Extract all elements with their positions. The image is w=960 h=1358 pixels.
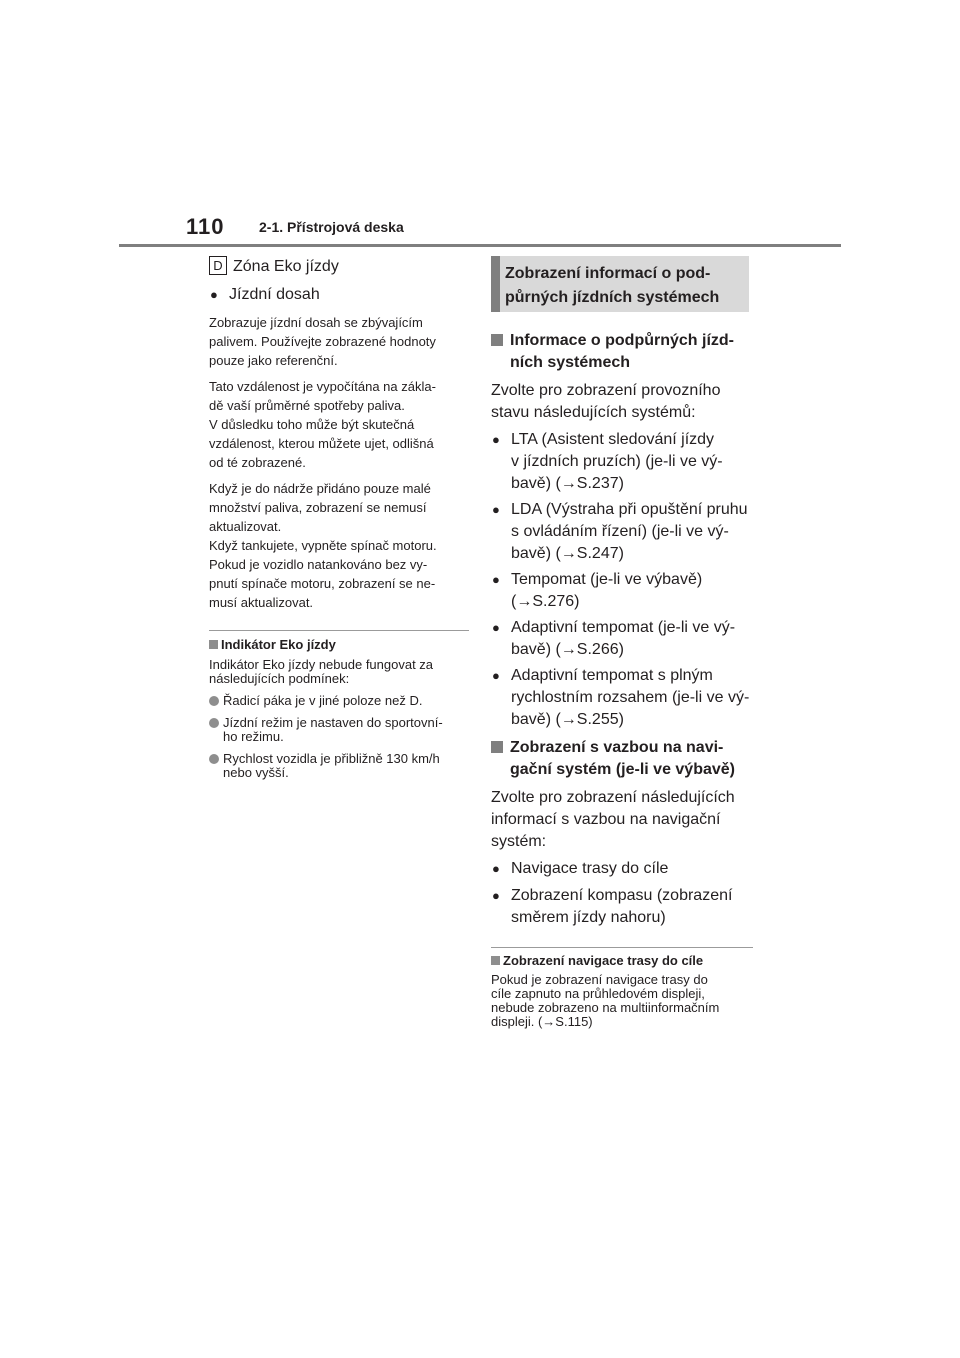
page-number: 110 [186,214,225,239]
text-line: Zobrazení kompasu (zobrazení [511,887,733,904]
square-bullet-icon [491,334,503,346]
bullet-dot-icon: ● [210,287,218,302]
bullet-dot-icon: ● [492,888,500,903]
text-line: nebude zobrazeno na multiinformačním [491,1000,720,1015]
range-bullet [209,284,469,306]
text-line: (→S.276) [511,593,580,610]
route-guidance-note-title [491,953,753,968]
driving-systems-heading [491,330,753,374]
sub1-intro [491,380,753,424]
text-line: pnutí spínače motoru, zobrazení se ne- [209,576,436,591]
header-rule [119,244,841,247]
heading-line: gační systém (je-li ve výbavě) [510,761,735,778]
right-column [491,256,753,1029]
label-d: D [209,256,227,275]
text-line: Zvolte pro zobrazení provozního [491,382,721,399]
panel-title-line: Zobrazení informací o pod- [505,265,711,282]
text-line: Když je do nádrže přidáno pouze malé [209,481,431,496]
heading-line: ních systémech [510,354,631,371]
text-line: Tato vzdálenost je vypočítána na zákla- [209,379,436,394]
text-line: aktualizovat. [209,519,282,534]
eco-indicator-note-title [209,637,469,652]
note-intro [209,658,469,686]
note-title-text: Indikátor Eko jízdy [221,637,336,652]
sub2-intro [491,787,753,853]
system-item-acc [491,617,753,661]
text-line: ho režimu. [223,729,284,744]
text-line: Pokud je vozidlo natankováno bez vy- [209,557,428,572]
text-line: Indikátor Eko jízdy nebude fungovat za [209,657,434,672]
bullet-dot-icon: ● [492,861,500,876]
note-item [209,716,469,744]
note-title-text: Zobrazení navigace trasy do cíle [503,953,704,968]
text-line: Pokud je zobrazení navigace trasy do [491,972,708,987]
square-bullet-icon [209,640,218,649]
text-line: Rychlost vozidla je přibližně 130 km/h [223,751,440,766]
text-line: systém: [491,833,547,850]
para-2 [209,377,469,472]
square-bullet-icon [491,741,503,753]
text-line: nebo vyšší. [223,765,289,780]
heading-line: Informace o podpůrných jízd- [510,332,735,349]
text-line: vzdálenost, kterou můžete ujet, odlišná [209,436,434,451]
text-line: množství paliva, zobrazení se nemusí [209,500,427,515]
text-line: informací s vazbou na navigační [491,811,721,828]
note-divider [209,630,469,631]
text-line: rychlostním rozsahem (je-li ve vý- [511,689,750,706]
text-line: bavě) (→S.255) [511,711,624,728]
text-line: Jízdní režim je nastaven do sportovní- [223,715,443,730]
section-title: 2-1. Přístrojová deska [259,219,404,235]
text-line: Zobrazuje jízdní dosah se zbývajícím [209,315,423,330]
text-line: pouze jako referenční. [209,353,338,368]
system-item-cruise [491,569,753,613]
panel-title-line: půrných jízdních systémech [505,289,720,306]
system-item-acc-full [491,665,753,731]
range-title: Jízdní dosah [229,286,320,303]
text-line: Řadicí páka je v jiné poloze než D. [223,693,423,708]
text-line: Zvolte pro zobrazení následujících [491,789,735,806]
heading-line: Zobrazení s vazbou na navi- [510,739,724,756]
gray-dot-icon [209,754,219,764]
nav-item-route [491,858,753,880]
note-divider [491,947,753,948]
text-line: Navigace trasy do cíle [511,860,669,877]
navigation-heading [491,737,753,781]
gray-dot-icon [209,718,219,728]
section-panel [491,256,749,312]
text-line: bavě) (→S.237) [511,475,624,492]
para-1 [209,313,469,370]
text-line: Adaptivní tempomat (je-li ve vý- [511,619,736,636]
text-line: od té zobrazené. [209,455,306,470]
bullet-dot-icon: ● [492,668,500,683]
gray-dot-icon [209,696,219,706]
text-line: cíle zapnuto na průhledovém displeji, [491,986,705,1001]
text-line: Když tankujete, vypněte spínač motoru. [209,538,437,553]
text-line: dě vaší průměrné spotřeby paliva. [209,398,405,413]
text-line: palivem. Používejte zobrazené hodnoty [209,334,436,349]
note-item [209,694,469,708]
system-item-lta [491,429,753,495]
text-line: bavě) (→S.266) [511,641,624,658]
bullet-dot-icon: ● [492,502,500,517]
note-item [209,752,469,780]
bullet-dot-icon: ● [492,620,500,635]
text-line: musí aktualizovat. [209,595,314,610]
text-line: s ovládáním řízení) (je-li ve vý- [511,523,729,540]
bullet-dot-icon: ● [492,572,500,587]
left-column [209,256,469,780]
route-guidance-note [491,973,753,1029]
para-3 [209,479,469,612]
bullet-dot-icon: ● [492,432,500,447]
text-line: bavě) (→S.247) [511,545,624,562]
text-line: následujících podmínek: [209,671,350,686]
text-line: displeji. (→S.115) [491,1014,593,1029]
text-line: směrem jízdy nahoru) [511,909,666,926]
text-line: LTA (Asistent sledování jízdy [511,431,715,448]
text-line: stavu následujících systémů: [491,404,696,421]
system-item-lda [491,499,753,565]
eco-zone-title: Zóna Eko jízdy [233,258,339,275]
text-line: Adaptivní tempomat s plným [511,667,713,684]
text-line: v jízdních pruzích) (je-li ve vý- [511,453,723,470]
nav-item-compass [491,885,753,929]
square-bullet-icon [491,956,500,965]
text-line: Tempomat (je-li ve výbavě) [511,571,703,588]
text-line: LDA (Výstraha při opuštění pruhu [511,501,748,518]
eco-zone-heading [209,256,469,280]
text-line: V důsledku toho může být skutečná [209,417,415,432]
